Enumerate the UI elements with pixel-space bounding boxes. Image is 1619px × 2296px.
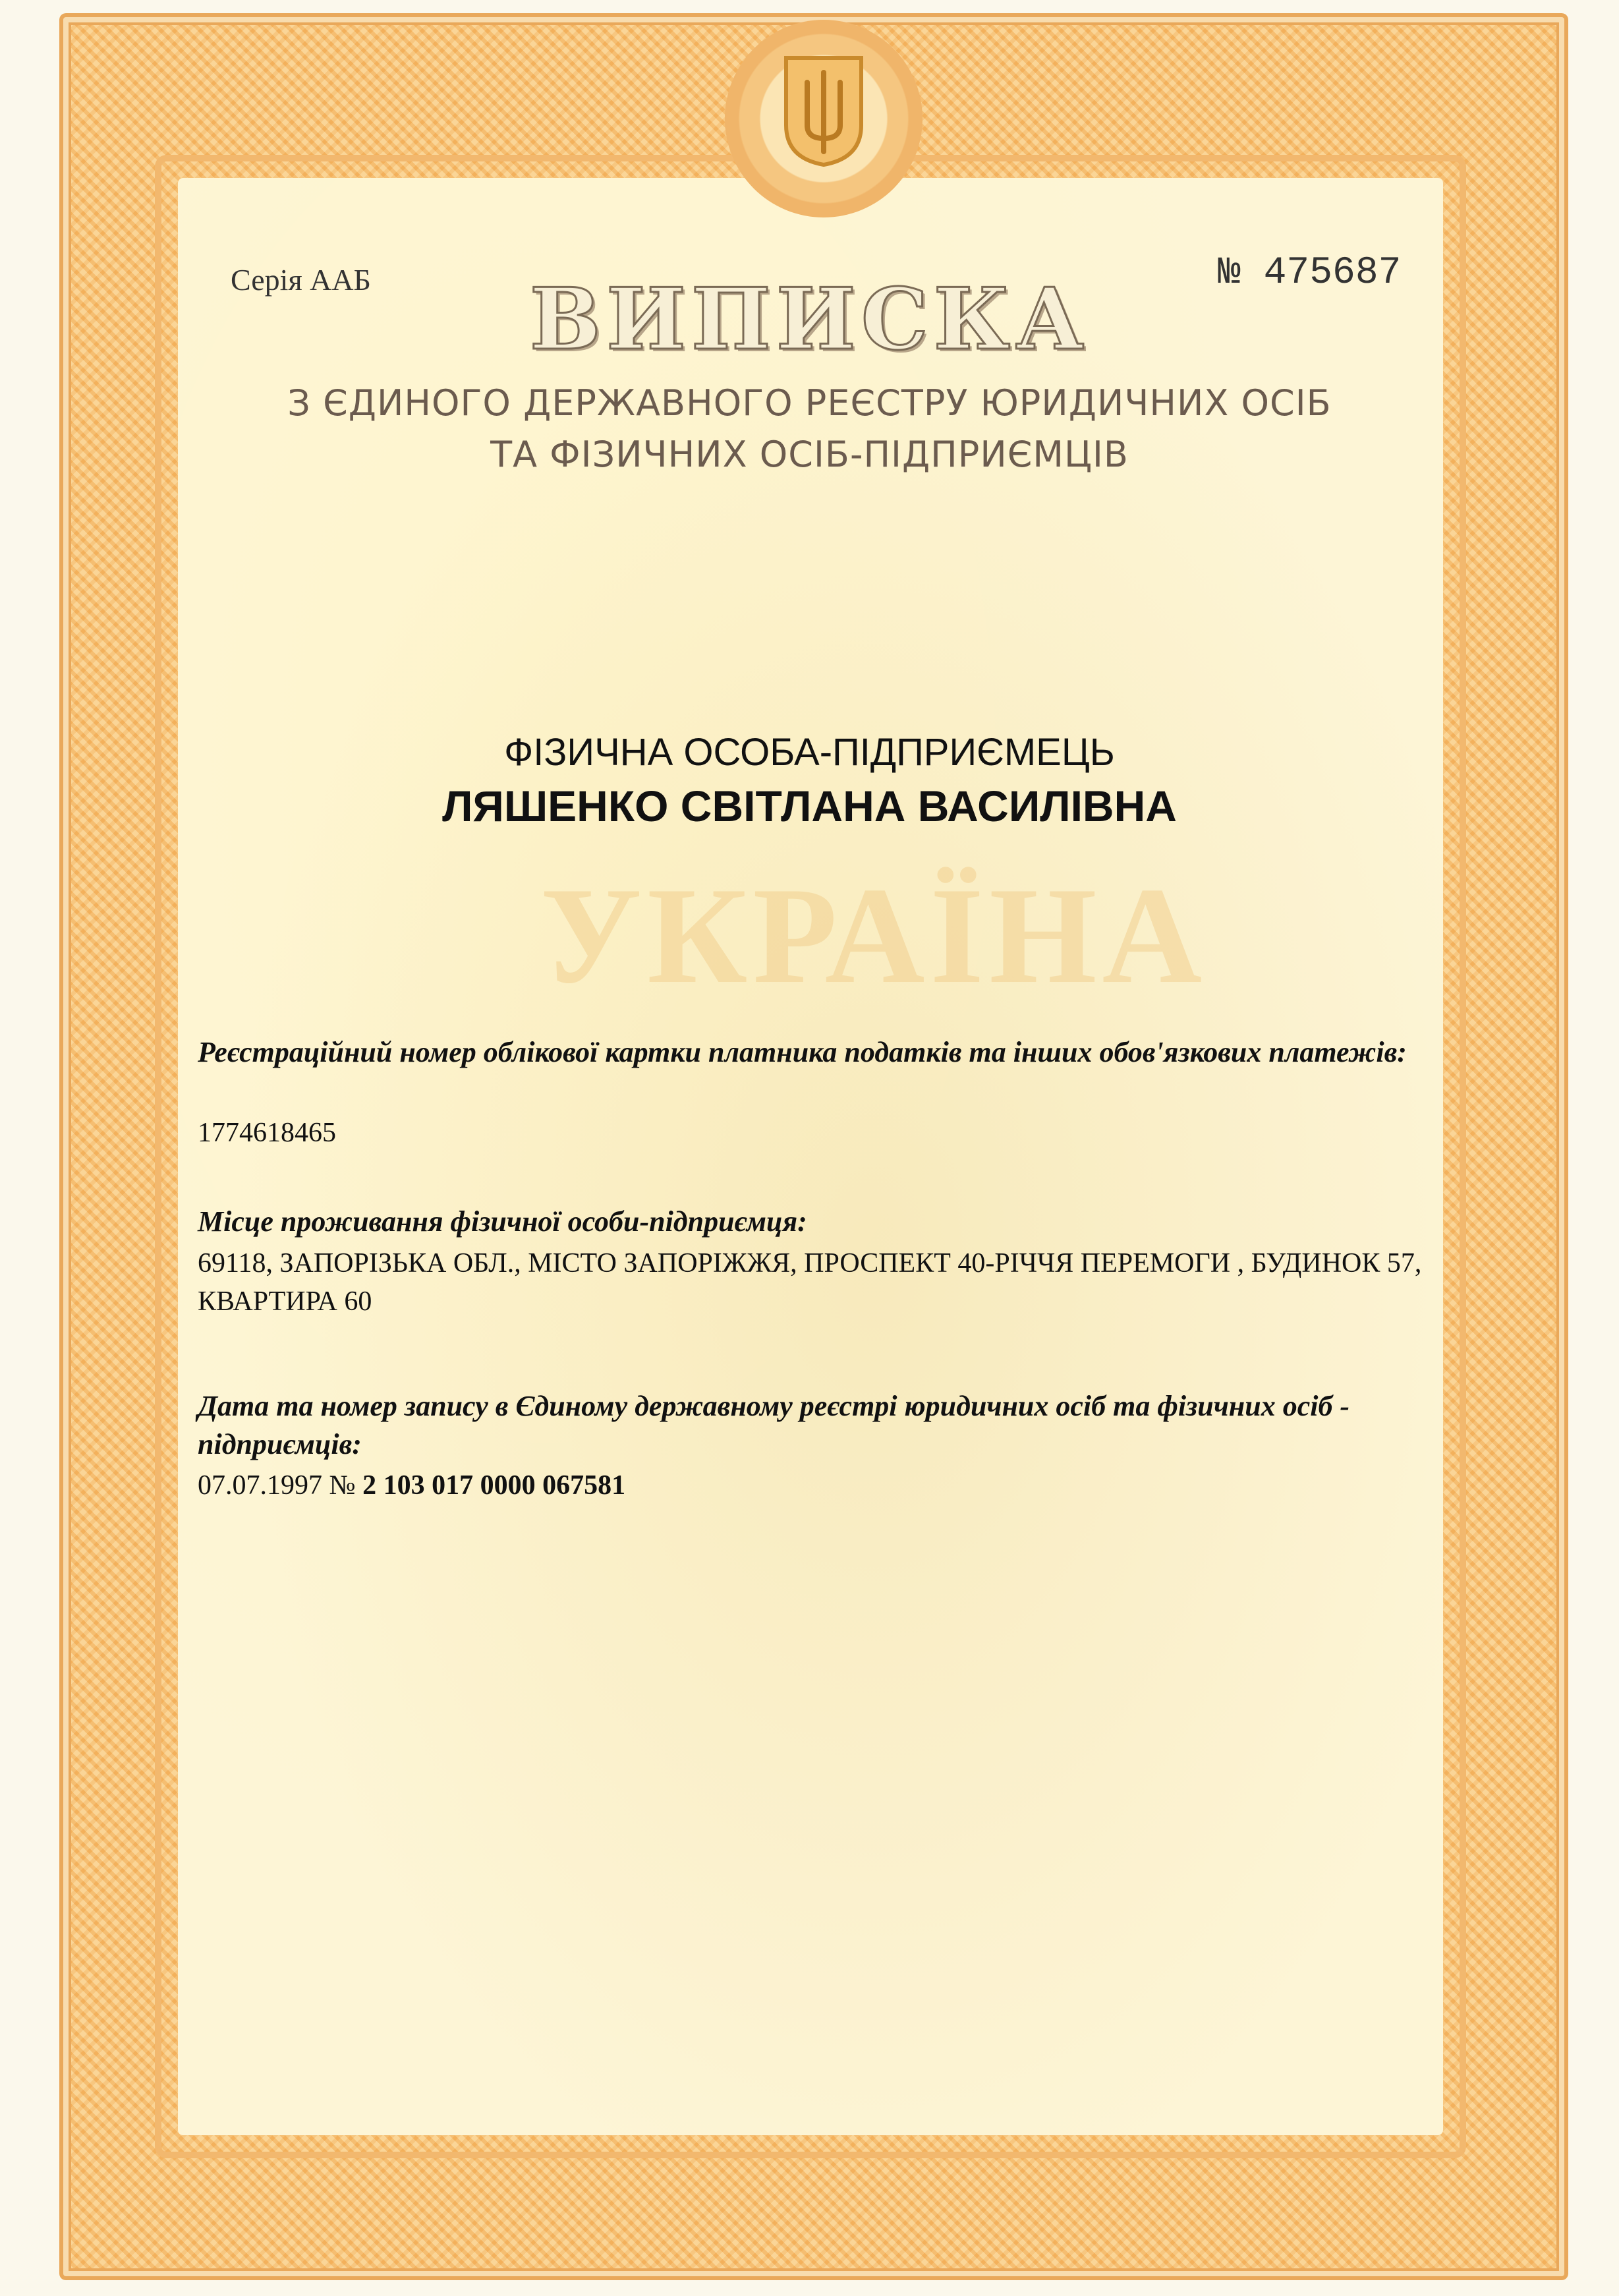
record-date: 07.07.1997 № [198,1470,356,1501]
trident-emblem-icon [781,53,866,168]
record-value [198,1466,1450,1505]
document-number: № 475687 [1218,252,1402,295]
record-label: Дата та номер запису в Єдиному державному реєстрі юридичних осіб та фізичних осіб - підприємців: [198,1390,1350,1460]
ukraine-watermark: УКРАЇНА [540,859,1208,1012]
document-title: ВИПИСКА [529,270,1090,369]
address-value: 69118, ЗАПОРІЗЬКА ОБЛ., МІСТО ЗАПОРІЖЖЯ, ПРОСПЕКТ 40-РІЧЧЯ ПЕРЕМОГИ , БУДИНОК 57, КВАРТИРА 60 [198,1248,1422,1317]
series-label: Серія ААБ [231,263,371,297]
record-number: 2 103 017 0000 067581 [362,1470,626,1501]
subtitle-line-1: З ЄДИНОГО ДЕРЖАВНОГО РЕЄСТРУ ЮРИДИЧНИХ ОСІБ [287,382,1332,424]
tax-number-value: 1774618465 [198,1118,336,1148]
subtitle-line-2: ТА ФІЗИЧНИХ ОСІБ-ПІДПРИЄМЦІВ [490,434,1129,475]
entity-type: ФІЗИЧНА ОСОБА-ПІДПРИЄМЕЦЬ [504,731,1115,774]
tax-number-label: Реєстраційний номер облікової картки платника податків та інших обов'язкових платежів: [198,1036,1407,1068]
address-label: Місце проживання фізичної особи-підприємця: [198,1205,807,1238]
entrepreneur-name: ЛЯШЕНКО СВІТЛАНА ВАСИЛІВНА [442,782,1177,830]
